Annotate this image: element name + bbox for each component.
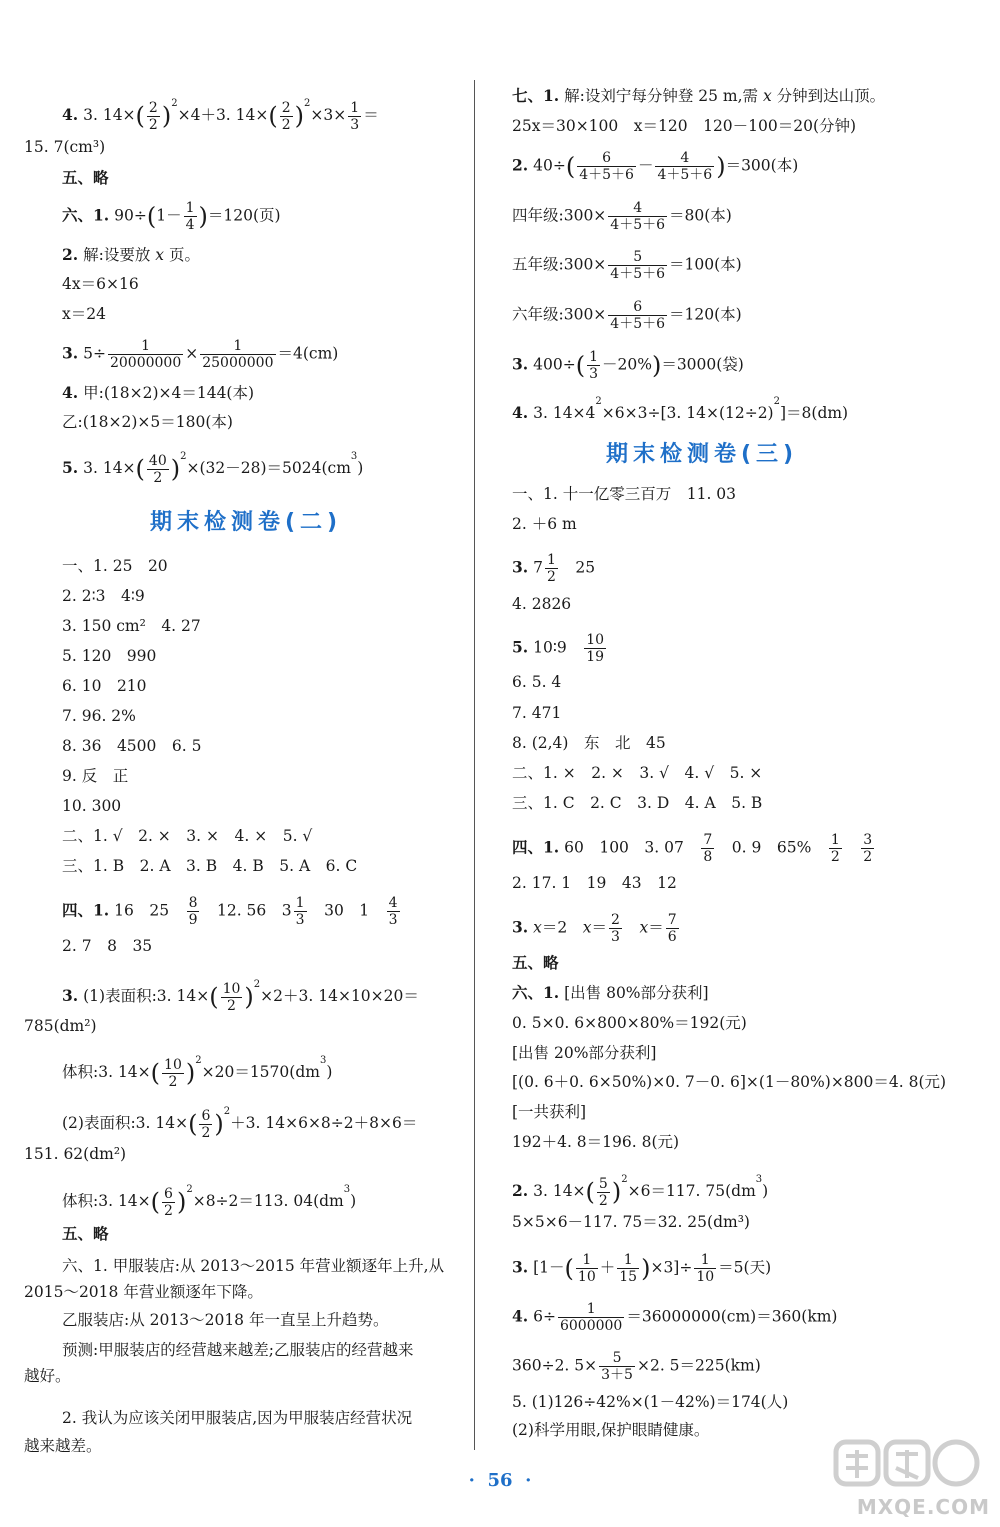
answer-line: 4. 2826: [512, 595, 572, 613]
answer-line: [出售 20%部分获利]: [512, 1044, 657, 1062]
page-number-dot: ·: [468, 1470, 475, 1491]
answer-line: 乙服装店:从 2013～2018 年一直呈上升趋势。: [62, 1311, 389, 1329]
page-number-value: 56: [487, 1470, 513, 1491]
answer-line: 四、1. 60 100 3. 07 $\frac{7}{8}$ 0. 9 65% $\frac{1}{2}$ $\frac{3}{2}$: [512, 832, 873, 865]
answer-line: 七、1. 解:设刘宁每分钟登 25 m,需 x 分钟到达山顶。: [512, 86, 886, 105]
answer-line: 五年级:300× $\frac{5}{4+5+6}$ ＝100(本): [512, 249, 742, 282]
answer-line: 五、略: [62, 168, 109, 187]
section-title: 期末检测卷(二): [150, 510, 343, 535]
column-divider: [474, 80, 475, 1450]
answer-line: [一共获利]: [512, 1103, 587, 1121]
answer-line: 8. 36 4500 6. 5: [62, 737, 202, 755]
answer-line: 一、1. 十一亿零三百万 11. 03: [512, 485, 737, 503]
answer-line: 五、略: [512, 953, 559, 972]
answer-line: 乙:(18×2)×5＝180(本): [62, 413, 233, 431]
answer-line: 192＋4. 8＝196. 8(元): [512, 1133, 680, 1151]
answer-line: 一、1. 25 20: [62, 557, 168, 575]
page-number-dot: ·: [525, 1470, 532, 1491]
answer-line: 4. 3. $14\times 4^2\times 6\times 3\div[3$. $14\times(12\div 2)^2]=8(dm)$: [512, 396, 849, 422]
answer-line: 6. 10 210: [62, 677, 147, 695]
answer-line: 三、1. C 2. C 3. D 4. A 5. B: [512, 794, 763, 812]
answer-line: 6. 5. 4: [512, 673, 562, 691]
answer-line: 8. (2,4) 东 北 45: [512, 734, 666, 752]
answer-line: 2. 解:设要放 x 页。: [62, 245, 200, 264]
answer-line: 3. x＝2 x＝ $\frac{2}{3}$ x＝ $\frac{7}{6}$: [512, 912, 677, 945]
answer-line: 10. 300: [62, 797, 122, 815]
answer-line: 9. 反 正: [62, 767, 129, 785]
answer-line: 4x＝6×16: [62, 275, 139, 293]
answer-line: 2015～2018 年营业额逐年下降。: [24, 1283, 263, 1301]
answer-line: x＝24: [62, 305, 106, 323]
section-title: 期末检测卷(三): [606, 442, 799, 467]
answer-line: 3. 5÷ $\frac{1}{20000000}$ × $\frac{1}{25000000}$ ＝4(cm): [62, 338, 339, 371]
answer-line: 15. 7(cm³): [24, 138, 106, 156]
answer-line: 2. 2∶3 4∶9: [62, 587, 145, 605]
answer-line: 7. 471: [512, 704, 562, 722]
answer-line: 25x＝30×100 x＝120 120－100＝20(分钟): [512, 117, 857, 135]
answer-line: 5. 10∶9 $\frac{10}{19}$: [512, 632, 605, 665]
answer-line: 5. 3. 14×( $\frac{40}{2}$ )$^2\times(32-28)=5024(cm^3)$: [62, 451, 364, 486]
answer-line: (2)科学用眼,保护眼睛健康。: [512, 1421, 710, 1439]
answer-line: 5. 120 990: [62, 647, 157, 665]
answer-line: 六、1. 90÷(1－ $\frac{1}{4}$ )＝120(页): [62, 200, 281, 233]
answer-line: 2. 7 8 35: [62, 937, 153, 955]
answer-line: 2. 我认为应该关闭甲服装店,因为甲服装店经营状况: [62, 1409, 413, 1427]
answer-line: 体积:3. 14×( $\frac{10}{2}$ )$^2\times 20=1570(dm^3)$: [62, 1055, 333, 1090]
answer-line: 3. 150 cm² 4. 27: [62, 617, 201, 635]
answer-line: 四年级:300× $\frac{4}{4+5+6}$ ＝80(本): [512, 200, 732, 233]
answer-line: 4. 甲:(18×2)×4＝144(本): [62, 383, 255, 402]
answer-line: 5. (1)126÷42%×(1－42%)＝174(人): [512, 1393, 789, 1411]
answer-line: 越好。: [24, 1367, 71, 1385]
answer-line: 五、略: [62, 1224, 109, 1243]
answer-line: 六年级:300× $\frac{6}{4+5+6}$ ＝120(本): [512, 299, 742, 332]
answer-line: 2. 40÷( $\frac{6}{4+5+6}$ － $\frac{4}{4+5+6}$ )＝300(本): [512, 150, 799, 183]
answer-line: 3. (1)表面积:3. 14×( $\frac{10}{2}$ )$^2$×2＋3. 14×10×20＝: [62, 979, 419, 1014]
answer-line: 体积:3. 14×( $\frac{6}{2}$ )$^2$×8÷2＝113. $04(dm^3)$: [62, 1184, 357, 1219]
answer-line: 四、1. 16 25 $\frac{8}{9}$ 12. 56 3 $\frac{1}{3}$ 30 1 $\frac{4}{3}$: [62, 895, 398, 928]
answer-line: 785(dm²): [24, 1017, 97, 1035]
answer-line: 151. 62(dm²): [24, 1145, 127, 1163]
answer-line: 2. 17. 1 19 43 12: [512, 874, 677, 892]
answer-line: (2)表面积:3. 14×( $\frac{6}{2}$ )$^2$＋3. 14×6×8÷2＋8×6＝: [62, 1106, 418, 1141]
answer-line: 三、1. B 2. A 3. B 4. B 5. A 6. C: [62, 857, 358, 875]
answer-line: 预测:甲服装店的经营越来越差;乙服装店的经营越来: [62, 1341, 414, 1359]
answer-line: 2. 3. 14×( $\frac{5}{2}$ )$^2$×6＝117. $75(dm^3)$: [512, 1174, 769, 1209]
answer-line: 7. 96. 2%: [62, 707, 136, 725]
answer-line: 2. ＋6 m: [512, 515, 577, 533]
answer-line: 5×5×6－117. 75＝32. 25(dm³): [512, 1213, 750, 1231]
answer-line: [(0. 6＋0. 6×50%)×0. 7－0. 6]×(1－80%)×800＝4. 8(元): [512, 1073, 947, 1091]
answer-line: 六、1. 甲服装店:从 2013～2015 年营业额逐年上升,从: [62, 1257, 445, 1275]
answer-line: 3. [1－( $\frac{1}{10}$ ＋ $\frac{1}{15}$ )×3]÷ $\frac{1}{10}$ ＝5(天): [512, 1252, 772, 1285]
answer-line: 3. 400÷( $\frac{1}{3}$ －20%)＝3000(袋): [512, 349, 744, 382]
answer-line: 越来越差。: [24, 1437, 102, 1455]
answer-line: 二、1. √ 2. × 3. × 4. × 5. √: [62, 827, 313, 845]
answer-line: 4. 3. 14×( $\frac{2}{2}$ )$^2$×4＋3. 14×( $\frac{2}{2}$ )$^2$×3× $\frac{1}{3}$ ＝: [62, 98, 379, 133]
answer-line: 二、1. × 2. × 3. √ 4. √ 5. ×: [512, 764, 763, 782]
answer-line: 3. 7 $\frac{1}{2}$ 25: [512, 552, 596, 585]
watermark-text: MXQE.COM: [856, 1495, 990, 1519]
answer-line: 0. 5×0. 6×800×80%＝192(元): [512, 1014, 747, 1032]
answer-line: 360÷2. 5× $\frac{5}{3+5}$ ×2. 5＝225(km): [512, 1350, 761, 1383]
answer-line: 4. 6÷ $\frac{1}{6000000}$ ＝36000000(cm)＝360(km): [512, 1301, 838, 1334]
answer-line: 六、1. [出售 80%部分获利]: [512, 983, 709, 1002]
